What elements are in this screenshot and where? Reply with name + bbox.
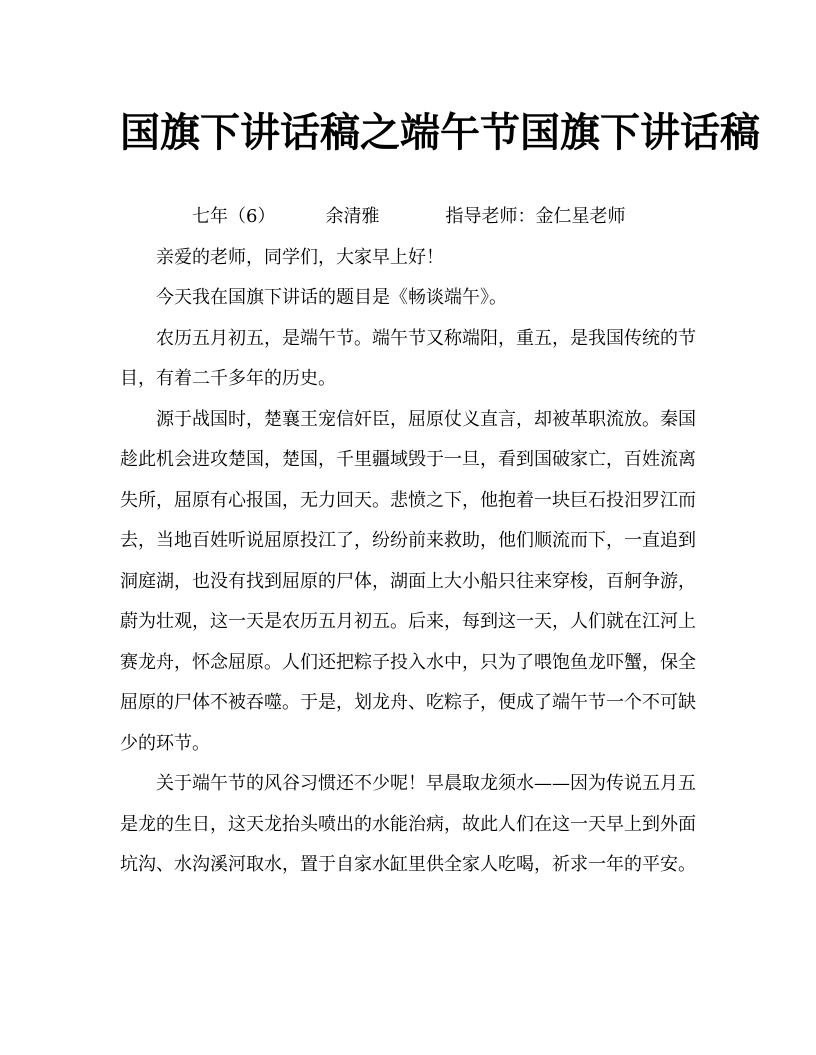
paragraph-customs: 关于端午节的风谷习惯还不少呢！早晨取龙须水——因为传说五月五是龙的生日，这天龙抬头喷出的水能治病，故此人们在这一天早上到外面坑沟、水沟溪河取水，置于自家水缸里供全家人吃喝，祈求一年的平安。	[120, 773, 696, 875]
paragraph-greeting: 亲爱的老师，同学们，大家早上好！	[156, 246, 444, 268]
byline-student: 余清雅	[325, 206, 380, 227]
paragraph-origin: 源于战国时，楚襄王宠信奸臣，屈原仗义直言，却被革职流放。秦国趁此机会进攻楚国，楚国，千里疆域毁于一旦，看到国破家亡，百姓流离失所，屈原有心报国，无力回天。悲愤之下，他抱着一块巨石投汨罗江而去，当地百姓听说屈原投江了，纷纷前来救助，他们顺流而下，一直追到洞庭湖，也没有找到屈原的尸体，湖面上大小船只往来穿梭，百舸争游，蔚为壮观，这一天是农历五月初五。后来，每到这一天，人们就在江河上赛龙舟，怀念屈原。人们还把粽子投入水中，只为了喂饱鱼龙吓蟹，保全屈原的尸体不被吞噬。于是，划龙舟、吃粽子，便成了端午节一个不可缺少的环节。	[120, 408, 696, 754]
document-title: 国旗下讲话稿之端午节国旗下讲话稿	[120, 109, 760, 156]
paragraph-intro: 农历五月初五，是端午节。端午节又称端阳，重五，是我国传统的节目，有着二千多年的历史。	[120, 327, 696, 389]
byline-class: 七年（6）	[192, 206, 276, 227]
byline-advisor: 指导老师：金仁星老师	[445, 206, 626, 227]
paragraph-topic: 今天我在国旗下讲话的题目是《畅谈端午》。	[156, 287, 507, 308]
byline	[120, 197, 696, 238]
document-body	[120, 197, 696, 886]
